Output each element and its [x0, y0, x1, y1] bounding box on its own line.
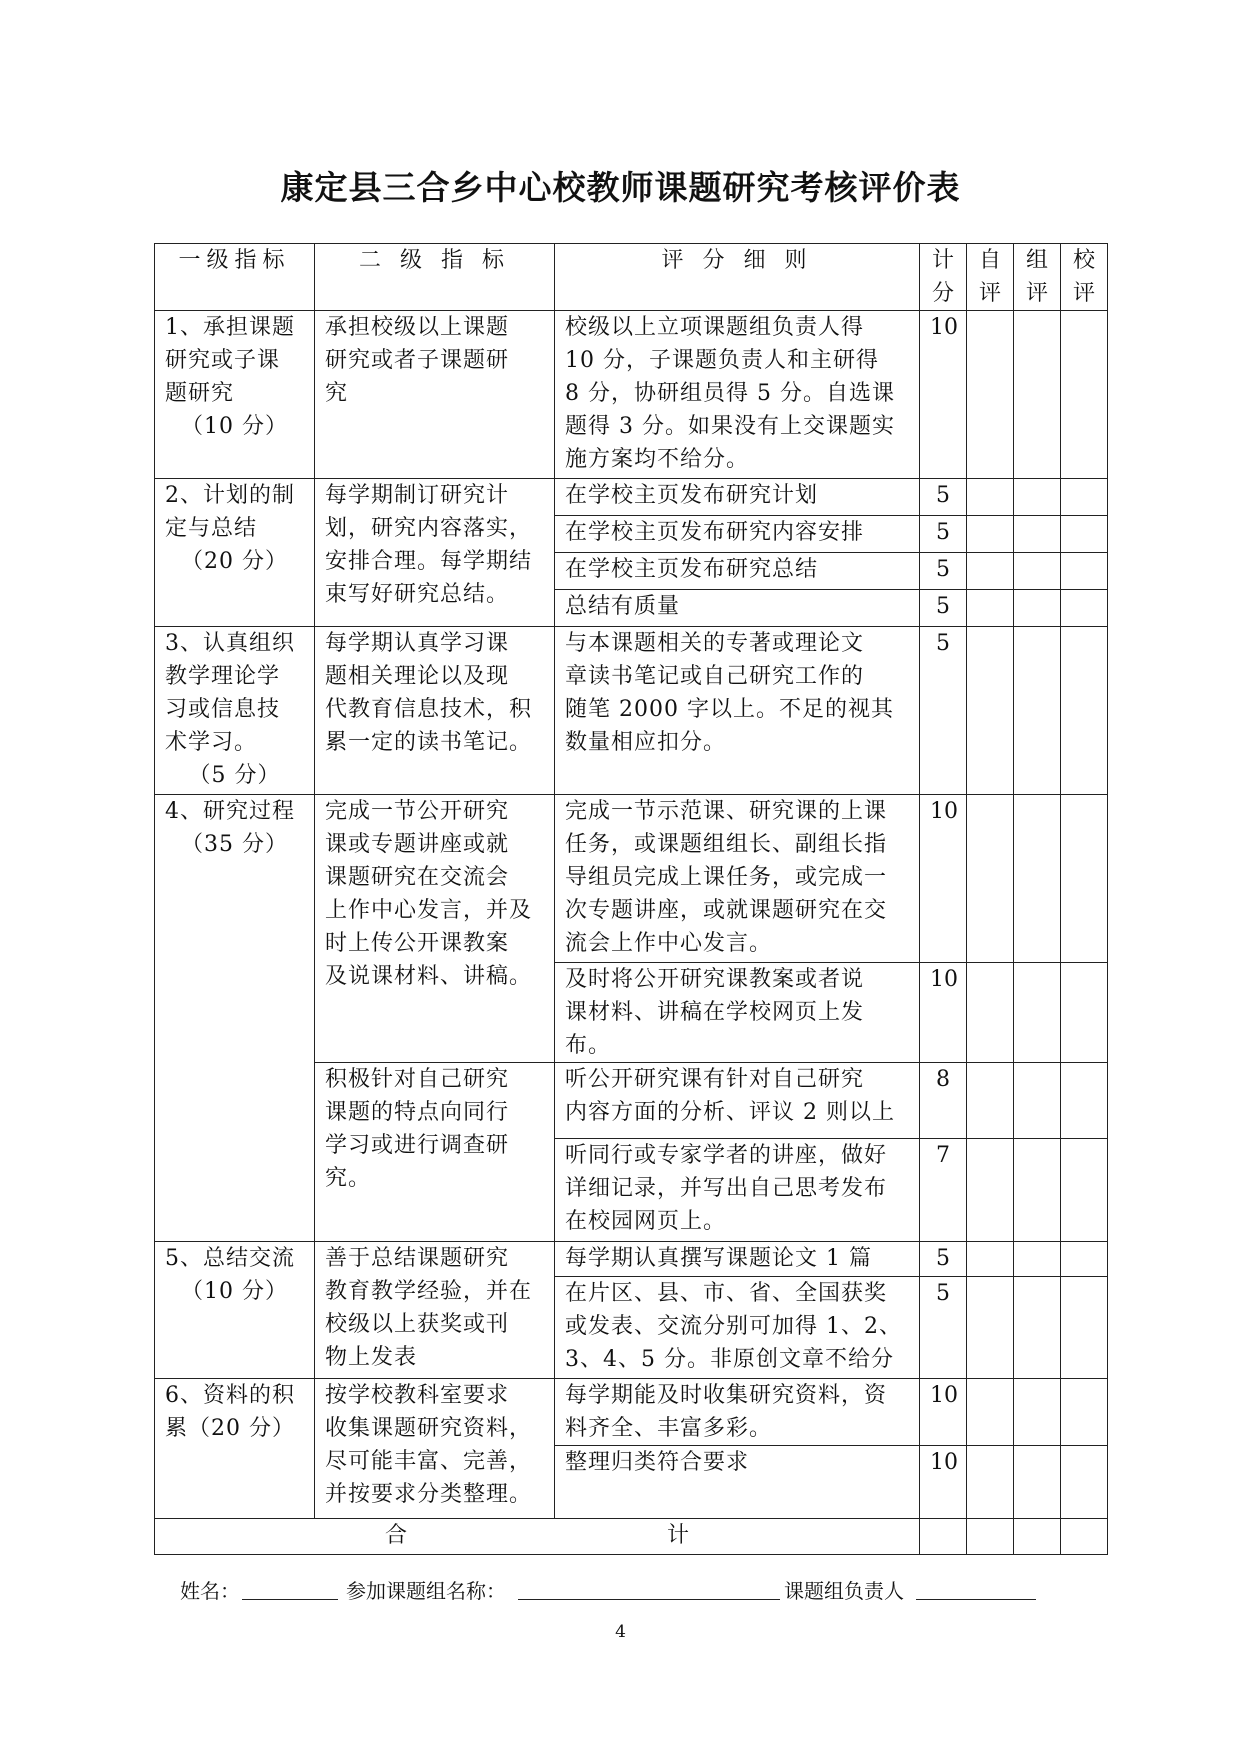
- self-eval-cell[interactable]: [967, 627, 1014, 795]
- row2-rule-3: 在学校主页发布研究总结: [555, 553, 920, 590]
- group-leader-field[interactable]: [916, 1599, 1036, 1600]
- row2-rule-2: 在学校主页发布研究内容安排: [555, 516, 920, 553]
- row5-rule-a: 每学期认真撰写课题论文 1 篇: [555, 1242, 920, 1277]
- school-eval-cell[interactable]: [1061, 590, 1108, 627]
- group-eval-cell[interactable]: [1014, 516, 1061, 553]
- row3-level2: 每学期认真学习课 题相关理论以及现 代教育信息技术，积 累一定的读书笔记。: [315, 627, 555, 795]
- self-eval-cell[interactable]: [967, 1242, 1014, 1277]
- self-eval-cell[interactable]: [967, 795, 1014, 963]
- row4-score-c: 8: [920, 1063, 967, 1139]
- school-eval-cell[interactable]: [1061, 1277, 1108, 1379]
- group-eval-cell[interactable]: [1014, 311, 1061, 479]
- school-eval-cell[interactable]: [1061, 1242, 1108, 1277]
- table-row: [155, 479, 1108, 516]
- total-school-eval-cell[interactable]: [1061, 1519, 1108, 1555]
- total-self-eval-cell[interactable]: [967, 1519, 1014, 1555]
- table-row: [155, 1242, 1108, 1277]
- group-eval-cell[interactable]: [1014, 1446, 1061, 1519]
- row6-score-b: 10: [920, 1446, 967, 1519]
- row5-level1: 5、总结交流 （10 分）: [155, 1242, 315, 1379]
- header-score: 计 分: [920, 244, 967, 311]
- row4-score-b: 10: [920, 963, 967, 1063]
- self-eval-cell[interactable]: [967, 1277, 1014, 1379]
- row4-level2a: 完成一节公开研究 课或专题讲座或就 课题研究在交流会 上作中心发言，并及 时上传公开课教案 及说课材料、讲稿。: [315, 795, 555, 1063]
- self-eval-cell[interactable]: [967, 479, 1014, 516]
- header-rules: 评 分 细 则: [555, 244, 920, 311]
- total-label: 合 计: [155, 1519, 920, 1555]
- school-eval-cell[interactable]: [1061, 479, 1108, 516]
- row6-rule-b: 整理归类符合要求: [555, 1446, 920, 1519]
- self-eval-cell[interactable]: [967, 963, 1014, 1063]
- header-school-eval: 校 评: [1061, 244, 1108, 311]
- school-eval-cell[interactable]: [1061, 963, 1108, 1063]
- row3-level1: 3、认真组织 教学理论学 习或信息技 术学习。 （5 分）: [155, 627, 315, 795]
- row6-score-a: 10: [920, 1379, 967, 1446]
- row1-level1: 1、承担课题 研究或子课 题研究 （10 分）: [155, 311, 315, 479]
- header-level2: 二 级 指 标: [315, 244, 555, 311]
- group-eval-cell[interactable]: [1014, 1139, 1061, 1242]
- row2-rule-4: 总结有质量: [555, 590, 920, 627]
- row4-level1: 4、研究过程 （35 分）: [155, 795, 315, 1242]
- name-field[interactable]: [242, 1599, 338, 1600]
- self-eval-cell[interactable]: [967, 1139, 1014, 1242]
- table-header-row: [155, 244, 1108, 311]
- self-eval-cell[interactable]: [967, 311, 1014, 479]
- row4-rule-c: 听公开研究课有针对自己研究 内容方面的分析、评议 2 则以上: [555, 1063, 920, 1139]
- row1-rule: 校级以上立项课题组负责人得 10 分，子课题负责人和主研得 8 分，协研组员得 5 分。自选课 题得 3 分。如果没有上交课题实 施方案均不给分。: [555, 311, 920, 479]
- header-group-eval: 组 评: [1014, 244, 1061, 311]
- self-eval-cell[interactable]: [967, 1446, 1014, 1519]
- group-name-field[interactable]: [518, 1599, 780, 1600]
- group-eval-cell[interactable]: [1014, 479, 1061, 516]
- row5-score-b: 5: [920, 1277, 967, 1379]
- school-eval-cell[interactable]: [1061, 795, 1108, 963]
- group-eval-cell[interactable]: [1014, 1242, 1061, 1277]
- school-eval-cell[interactable]: [1061, 1063, 1108, 1139]
- signature-footer: [180, 1575, 1080, 1605]
- table-row: [155, 311, 1108, 479]
- group-leader-label: 课题组负责人: [784, 1579, 904, 1603]
- page-number: 4: [615, 1622, 626, 1642]
- group-eval-cell[interactable]: [1014, 627, 1061, 795]
- self-eval-cell[interactable]: [967, 1379, 1014, 1446]
- row6-level1: 6、资料的积 累（20 分）: [155, 1379, 315, 1519]
- row6-rule-a: 每学期能及时收集研究资料，资 料齐全、丰富多彩。: [555, 1379, 920, 1446]
- row4-rule-b: 及时将公开研究课教案或者说 课材料、讲稿在学校网页上发布。: [555, 963, 920, 1063]
- row4-score-d: 7: [920, 1139, 967, 1242]
- group-eval-cell[interactable]: [1014, 1277, 1061, 1379]
- group-eval-cell[interactable]: [1014, 963, 1061, 1063]
- table-row: [155, 627, 1108, 795]
- group-eval-cell[interactable]: [1014, 553, 1061, 590]
- school-eval-cell[interactable]: [1061, 311, 1108, 479]
- school-eval-cell[interactable]: [1061, 1139, 1108, 1242]
- self-eval-cell[interactable]: [967, 516, 1014, 553]
- row4-rule-a: 完成一节示范课、研究课的上课 任务，或课题组组长、副组长指 导组员完成上课任务，或完成一 次专题讲座，或就课题研究在交 流会上作中心发言。: [555, 795, 920, 963]
- row5-rule-b: 在片区、县、市、省、全国获奖 或发表、交流分别可加得 1、2、 3、4、5 分。非原创文章不给分: [555, 1277, 920, 1379]
- row1-score: 10: [920, 311, 967, 479]
- table-row: [155, 1379, 1108, 1446]
- row2-score-4: 5: [920, 590, 967, 627]
- row2-level1: 2、计划的制 定与总结 （20 分）: [155, 479, 315, 627]
- school-eval-cell[interactable]: [1061, 627, 1108, 795]
- row3-score: 5: [920, 627, 967, 795]
- group-eval-cell[interactable]: [1014, 795, 1061, 963]
- row4-level2b: 积极针对自己研究 课题的特点向同行 学习或进行调查研 究。: [315, 1063, 555, 1242]
- table-row: [155, 795, 1108, 963]
- header-level1: 一级指标: [155, 244, 315, 311]
- header-self-eval: 自 评: [967, 244, 1014, 311]
- school-eval-cell[interactable]: [1061, 553, 1108, 590]
- group-eval-cell[interactable]: [1014, 1379, 1061, 1446]
- self-eval-cell[interactable]: [967, 553, 1014, 590]
- row6-level2: 按学校教科室要求 收集课题研究资料， 尽可能丰富、完善， 并按要求分类整理。: [315, 1379, 555, 1519]
- row2-score-2: 5: [920, 516, 967, 553]
- row5-level2: 善于总结课题研究 教育教学经验，并在 校级以上获奖或刊 物上发表: [315, 1242, 555, 1379]
- evaluation-table: [154, 243, 1108, 1555]
- total-group-eval-cell[interactable]: [1014, 1519, 1061, 1555]
- row4-score-a: 10: [920, 795, 967, 963]
- row2-score-3: 5: [920, 553, 967, 590]
- school-eval-cell[interactable]: [1061, 1379, 1108, 1446]
- row2-rule-1: 在学校主页发布研究计划: [555, 479, 920, 516]
- self-eval-cell[interactable]: [967, 1063, 1014, 1139]
- row5-score-a: 5: [920, 1242, 967, 1277]
- school-eval-cell[interactable]: [1061, 516, 1108, 553]
- row4-rule-d: 听同行或专家学者的讲座，做好 详细记录，并写出自己思考发布 在校园网页上。: [555, 1139, 920, 1242]
- row1-level2: 承担校级以上课题 研究或者子课题研 究: [315, 311, 555, 479]
- self-eval-cell[interactable]: [967, 590, 1014, 627]
- group-name-label: 参加课题组名称：: [346, 1579, 506, 1603]
- total-row: [155, 1519, 1108, 1555]
- group-eval-cell[interactable]: [1014, 1063, 1061, 1139]
- school-eval-cell[interactable]: [1061, 1446, 1108, 1519]
- row2-level2: 每学期制订研究计 划，研究内容落实， 安排合理。每学期结 束写好研究总结。: [315, 479, 555, 627]
- page-title: 康定县三合乡中心校教师课题研究考核评价表: [280, 168, 961, 207]
- row3-rule: 与本课题相关的专著或理论文 章读书笔记或自己研究工作的 随笔 2000 字以上。不足的视其 数量相应扣分。: [555, 627, 920, 795]
- group-eval-cell[interactable]: [1014, 590, 1061, 627]
- row2-score-1: 5: [920, 479, 967, 516]
- name-label: 姓名：: [180, 1579, 240, 1603]
- total-score-cell[interactable]: [920, 1519, 967, 1555]
